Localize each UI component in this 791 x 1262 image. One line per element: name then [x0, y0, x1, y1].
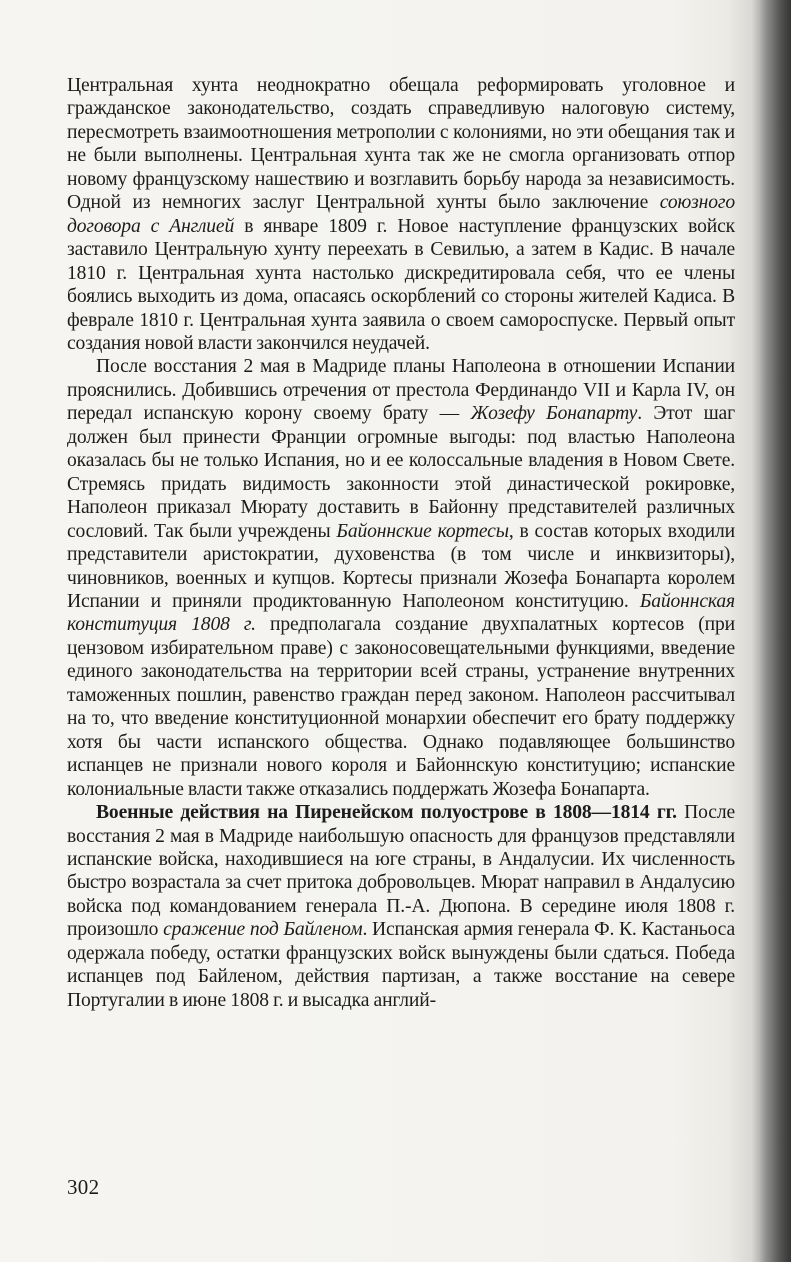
italic-term: Байоннские кортесы	[336, 520, 509, 542]
text-run: , в состав которых входили представители аристократии, духовенства (в том числе и инквизиторы), чиновников, военных и купцов. Кортесы признали Жозефа Бонапарта королем Испании и приняли продиктованную Наполеоном конституцию.	[67, 520, 735, 612]
text-run: После восстания 2 мая в Мадриде наибольшую опасность для французов представляли испанские войска, находившиеся на юге страны, в Андалусии. Их численность быстро возрастала за счет притока добровольцев. Мюрат направил в Андалусию войска под командованием генерала П.-А. Дюпона. В середине июля 1808 г. произошло	[67, 802, 735, 941]
page-number: 302	[67, 1175, 100, 1199]
section-heading: Военные действия на Пиренейском полуострове в 1808—1814 гг.	[96, 802, 677, 824]
paragraph	[67, 74, 735, 355]
italic-term: союзного договора с Англией	[67, 192, 735, 237]
italic-term: сражение под Байленом	[163, 919, 363, 941]
paragraph	[67, 355, 735, 801]
text-run: Центральная хунта неоднократно обещала реформировать уголовное и гражданское законодательство, создать справедливую налоговую систему, пересмотреть взаимоотношения метрополии с колониями, но эти обещания так и не были выполнены. Центральная хунта так же не смогла организовать отпор новому французскому нашествию и возглавить борьбу народа за независимость. Одной из немногих заслуг Центральной хунты было заключение	[67, 75, 735, 214]
text-run: После восстания 2 мая в Мадриде планы Наполеона в отношении Испании прояснились. Добившись отречения от престола Фердинандо VII и Карла IV, он передал испанскую корону своему брату —	[67, 356, 735, 425]
paragraph	[67, 801, 735, 1012]
text-run: в январе 1809 г. Новое наступление французских войск заставило Центральную хунту переехать в Севилью, а затем в Кадис. В начале 1810 г. Центральная хунта настолько дискредитировала себя, что ее члены боялись выходить из дома, опасаясь оскорблений со стороны жителей Кадиса. В феврале 1810 г. Центральная хунта заявила о своем самороспуске. Первый опыт создания новой власти закончился неудачей.	[67, 215, 735, 354]
text-run: предполагала создание двухпалатных кортесов (при цензовом избирательном праве) с законосовещательными функциями, введение единого законодательства на территории всей страны, устранение внутренних таможенных пошлин, равенство граждан перед законом. Наполеон рассчитывал на то, что введение конституционной монархии обеспечит его брату поддержку хотя бы части испанского общества. Однако подавляющее большинство испанцев не признали нового короля и Байоннскую конституцию; испанские колониальные власти также отказались поддержать Жозефа Бонапарта.	[67, 614, 736, 800]
text-run: . Этот шаг должен был принести Франции огромные выгоды: под властью Наполеона оказалась бы не только Испания, но и ее колоссальные владения в Новом Свете. Стремясь придать видимость законности этой династической рокировке, Наполеон приказал Мюрату доставить в Байонну представителей различных сословий. Так были учреждены	[67, 403, 735, 542]
italic-term: Жозефу Бонапарту	[470, 403, 638, 425]
body-text	[67, 74, 735, 1012]
page-binding-shadow	[759, 0, 791, 1262]
text-run: . Испанская армия генерала Ф. К. Кастаньоса одержала победу, остатки французских войск вынуждены были сдаться. Победа испанцев под Байленом, действия партизан, а также восстание на севере Португалии в июне 1808 г. и высадка англий-	[67, 919, 736, 1011]
italic-term: Байоннская конституция 1808 г.	[67, 590, 735, 636]
